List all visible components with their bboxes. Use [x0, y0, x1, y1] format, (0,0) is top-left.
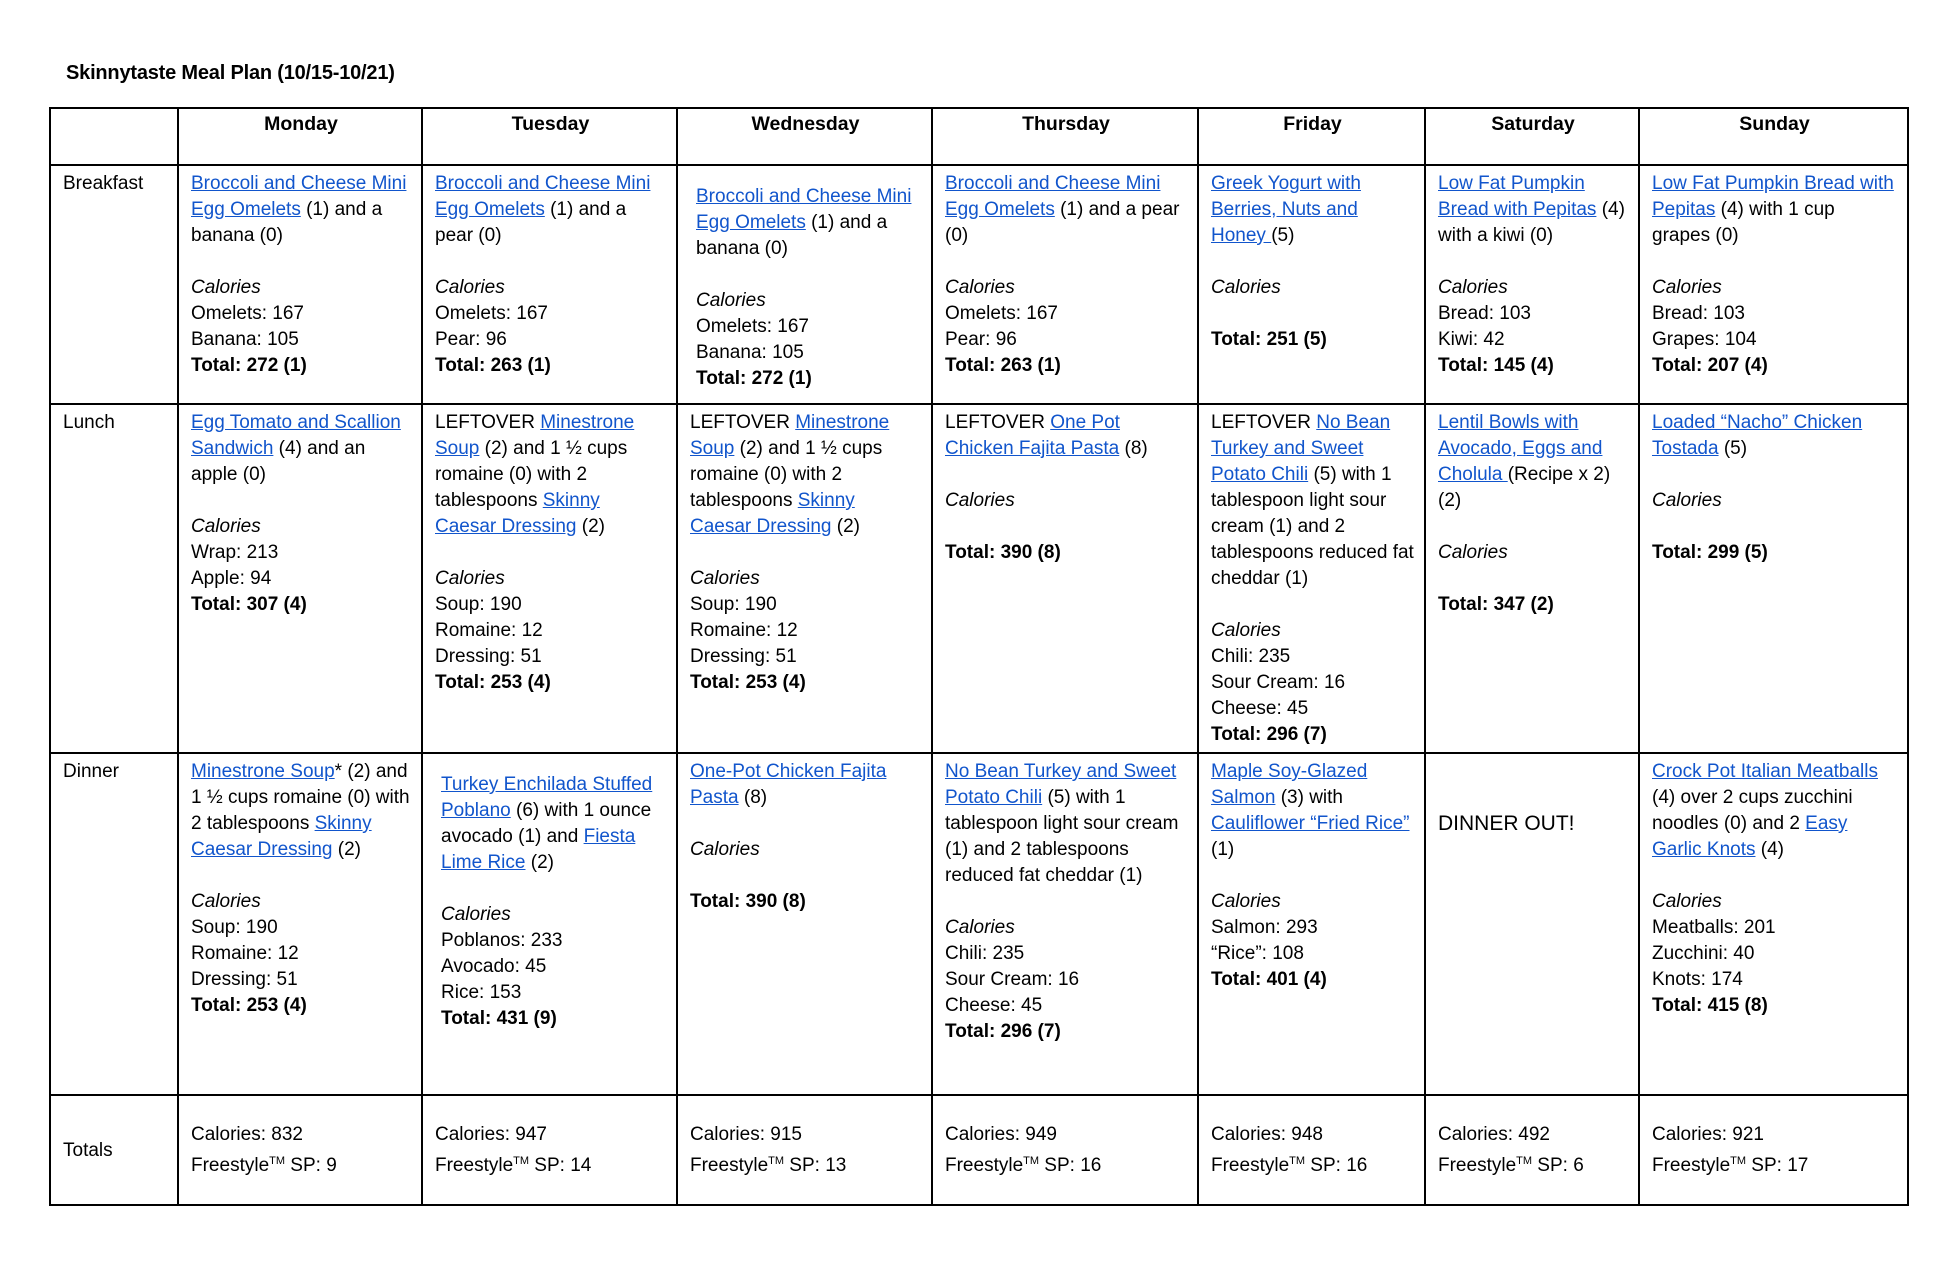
meal-detail-text: (1) and a banana (0) — [191, 199, 383, 246]
meal-cell — [932, 753, 1198, 1095]
meal-cell — [1425, 753, 1639, 1095]
daily-calories: Calories: 832 — [191, 1124, 303, 1145]
freestyle-label: Freestyle — [435, 1155, 514, 1176]
leftover-label: LEFTOVER — [690, 412, 796, 433]
meal-description — [945, 410, 1187, 462]
spacer — [690, 863, 921, 889]
calories-heading: Calories — [945, 917, 1015, 938]
daily-calories: Calories: 492 — [1438, 1124, 1550, 1145]
calories-heading: Calories — [1652, 277, 1722, 298]
calorie-item: Chili: 235 — [945, 943, 1025, 964]
meal-detail-text: (1) — [1211, 839, 1235, 860]
meal-total: Total: 390 (8) — [690, 891, 806, 912]
calories-heading: Calories — [191, 516, 261, 537]
calories-heading: Calories — [1438, 277, 1508, 298]
meal-cell — [677, 165, 932, 404]
meal-detail-text: (4) over 2 cups zucchini noodles (0) and 2 — [1652, 787, 1853, 834]
calorie-item: Soup: 190 — [191, 917, 278, 938]
meal-cell — [932, 404, 1198, 753]
meal-total: Total: 347 (2) — [1438, 594, 1554, 615]
calories-heading: Calories — [945, 490, 1015, 511]
spacer — [1652, 514, 1897, 540]
calories-heading: Calories — [435, 277, 505, 298]
calories-heading: Calories — [441, 904, 511, 925]
calories-heading: Calories — [690, 839, 760, 860]
spacer — [191, 488, 411, 514]
recipe-link[interactable]: Low Fat Pumpkin Bread with Pepitas — [1438, 173, 1597, 220]
calorie-item: Rice: 153 — [441, 982, 522, 1003]
calorie-item: Sour Cream: 16 — [1211, 672, 1346, 693]
calorie-item: Pear: 96 — [945, 329, 1017, 350]
corner-cell — [50, 108, 178, 165]
meal-description — [435, 171, 666, 249]
daily-calories: Calories: 921 — [1652, 1124, 1764, 1145]
meal-cell — [1639, 753, 1908, 1095]
recipe-link[interactable]: Skinny Caesar Dressing — [690, 490, 855, 537]
spacer — [690, 811, 921, 837]
meal-description — [1652, 410, 1897, 462]
meal-description — [1211, 759, 1414, 863]
spacer — [945, 249, 1187, 275]
meal-detail-text: (1) and a pear (0) — [945, 199, 1180, 246]
smartpoints-value: SP: 14 — [529, 1155, 592, 1176]
recipe-link[interactable]: Fiesta Lime Rice — [441, 826, 636, 873]
meal-cell — [932, 165, 1198, 404]
meal-detail-text: (2) — [332, 839, 361, 860]
freestyle-label: Freestyle — [1211, 1155, 1290, 1176]
meal-cell — [677, 753, 932, 1095]
day-header-monday: Monday — [178, 108, 422, 165]
meal-detail-text: (4) and an apple (0) — [191, 438, 366, 485]
meal-description — [945, 171, 1187, 249]
trademark-symbol: TM — [1023, 1155, 1040, 1167]
meal-total: Total: 390 (8) — [945, 542, 1061, 563]
calorie-item: Omelets: 167 — [945, 303, 1058, 324]
smartpoints-value: SP: 9 — [285, 1155, 337, 1176]
freestyle-label: Freestyle — [690, 1155, 769, 1176]
spacer — [1438, 514, 1628, 540]
calorie-item: Poblanos: 233 — [441, 930, 563, 951]
recipe-link[interactable]: Maple Soy-Glazed Salmon — [1211, 761, 1368, 808]
recipe-link[interactable]: Broccoli and Cheese Mini Egg Omelets — [696, 186, 912, 233]
recipe-link[interactable]: Broccoli and Cheese Mini Egg Omelets — [191, 173, 407, 220]
meal-detail-text: (Recipe x 2) (2) — [1438, 464, 1611, 511]
row-label-breakfast: Breakfast — [50, 165, 178, 404]
meal-total: Total: 296 (7) — [1211, 724, 1327, 745]
lunch-row — [50, 404, 1908, 753]
meal-detail-text: (8) — [1119, 438, 1148, 459]
spacer — [1652, 249, 1897, 275]
meal-total: Total: 145 (4) — [1438, 355, 1554, 376]
meal-description — [1438, 171, 1628, 249]
meal-detail-text: (2) — [831, 516, 860, 537]
dinner-out-note: DINNER OUT! — [1438, 812, 1575, 835]
calorie-item: Avocado: 45 — [441, 956, 547, 977]
recipe-link[interactable]: Broccoli and Cheese Mini Egg Omelets — [435, 173, 651, 220]
recipe-link[interactable]: Egg Tomato and Scallion Sandwich — [191, 412, 401, 459]
spacer — [1438, 249, 1628, 275]
page-title: Skinnytaste Meal Plan (10/15-10/21) — [66, 62, 395, 84]
calorie-item: Wrap: 213 — [191, 542, 279, 563]
meal-detail-text: (2) — [576, 516, 605, 537]
calorie-item: Omelets: 167 — [696, 316, 809, 337]
meal-detail-text: (2) and 1 ½ cups romaine (0) with 2 tablespoons — [690, 438, 883, 511]
breakfast-row — [50, 165, 1908, 404]
meal-total: Total: 431 (9) — [441, 1008, 557, 1029]
meal-description — [696, 184, 921, 262]
spacer — [435, 249, 666, 275]
meal-description — [690, 759, 921, 811]
daily-smartpoints — [945, 1148, 1187, 1179]
day-header-thursday: Thursday — [932, 108, 1198, 165]
totals-cell — [422, 1095, 677, 1205]
calories-heading: Calories — [1652, 490, 1722, 511]
meal-cell — [422, 753, 677, 1095]
meal-description — [191, 410, 411, 488]
meal-description — [690, 410, 921, 540]
freestyle-label: Freestyle — [191, 1155, 270, 1176]
recipe-link[interactable]: Skinny Caesar Dressing — [191, 813, 372, 860]
daily-smartpoints — [191, 1148, 411, 1179]
calorie-item: Knots: 174 — [1652, 969, 1743, 990]
calorie-item: Dressing: 51 — [191, 969, 298, 990]
calorie-item: Soup: 190 — [435, 594, 522, 615]
meal-total: Total: 263 (1) — [945, 355, 1061, 376]
spacer — [191, 863, 411, 889]
meal-plan-table — [49, 107, 1909, 1206]
daily-smartpoints — [1652, 1148, 1897, 1179]
meal-detail-text: (1) and a banana (0) — [696, 212, 888, 259]
trademark-symbol: TM — [768, 1155, 785, 1167]
daily-smartpoints — [690, 1148, 921, 1179]
meal-cell — [1198, 404, 1425, 753]
recipe-link[interactable]: No Bean Turkey and Sweet Potato Chili — [1211, 412, 1391, 485]
recipe-link[interactable]: Easy Garlic Knots — [1652, 813, 1848, 860]
calories-heading: Calories — [690, 568, 760, 589]
totals-cell — [1198, 1095, 1425, 1205]
recipe-link[interactable]: Turkey Enchilada Stuffed Poblano — [441, 774, 653, 821]
calories-heading: Calories — [435, 568, 505, 589]
leftover-label: LEFTOVER — [435, 412, 541, 433]
calorie-item: Banana: 105 — [191, 329, 299, 350]
daily-calories: Calories: 915 — [690, 1124, 802, 1145]
meal-total: Total: 272 (1) — [191, 355, 307, 376]
meal-detail-text: (6) with 1 ounce avocado (1) and — [441, 800, 652, 847]
trademark-symbol: TM — [1516, 1155, 1533, 1167]
recipe-link[interactable]: Low Fat Pumpkin Bread with Pepitas — [1652, 173, 1894, 220]
meal-total: Total: 296 (7) — [945, 1021, 1061, 1042]
calories-heading: Calories — [696, 290, 766, 311]
spacer — [945, 462, 1187, 488]
recipe-link[interactable]: Loaded “Nacho” Chicken Tostada — [1652, 412, 1863, 459]
smartpoints-value: SP: 16 — [1305, 1155, 1368, 1176]
meal-description — [191, 171, 411, 249]
meal-description — [945, 759, 1187, 889]
spacer — [1438, 566, 1628, 592]
trademark-symbol: TM — [513, 1155, 530, 1167]
freestyle-label: Freestyle — [1652, 1155, 1731, 1176]
totals-cell — [932, 1095, 1198, 1205]
recipe-link[interactable]: One Pot Chicken Fajita Pasta — [945, 412, 1120, 459]
meal-detail-text: (4) with a kiwi (0) — [1438, 199, 1625, 246]
header-row — [50, 108, 1908, 165]
day-header-saturday: Saturday — [1425, 108, 1639, 165]
meal-total: Total: 253 (4) — [191, 995, 307, 1016]
daily-smartpoints — [1438, 1148, 1628, 1179]
recipe-link[interactable]: One-Pot Chicken Fajita Pasta — [690, 761, 887, 808]
meal-total: Total: 401 (4) — [1211, 969, 1327, 990]
calorie-item: Romaine: 12 — [690, 620, 798, 641]
spacer — [191, 249, 411, 275]
recipe-link[interactable]: Broccoli and Cheese Mini Egg Omelets — [945, 173, 1161, 220]
calorie-item: Omelets: 167 — [191, 303, 304, 324]
meal-detail-text: (3) with — [1275, 787, 1343, 808]
meal-cell — [1198, 753, 1425, 1095]
totals-row — [50, 1095, 1908, 1205]
meal-description — [191, 759, 411, 863]
calorie-item: Omelets: 167 — [435, 303, 548, 324]
row-label-lunch: Lunch — [50, 404, 178, 753]
meal-description — [1211, 410, 1414, 592]
spacer — [1211, 592, 1414, 618]
meal-cell — [422, 165, 677, 404]
calorie-item: Zucchini: 40 — [1652, 943, 1755, 964]
spacer — [696, 262, 921, 288]
totals-cell — [178, 1095, 422, 1205]
meal-description — [435, 410, 666, 540]
meal-cell — [1425, 165, 1639, 404]
calories-heading: Calories — [1211, 277, 1281, 298]
meal-total: Total: 263 (1) — [435, 355, 551, 376]
meal-cell — [1639, 165, 1908, 404]
calorie-item: Cheese: 45 — [1211, 698, 1309, 719]
spacer — [1652, 863, 1897, 889]
calorie-item: Pear: 96 — [435, 329, 507, 350]
day-header-tuesday: Tuesday — [422, 108, 677, 165]
recipe-link[interactable]: Cauliflower “Fried Rice” — [1211, 813, 1410, 834]
spacer — [690, 540, 921, 566]
calorie-item: Apple: 94 — [191, 568, 272, 589]
calories-heading: Calories — [1652, 891, 1722, 912]
calorie-item: “Rice”: 108 — [1211, 943, 1304, 964]
meal-cell — [178, 404, 422, 753]
calories-heading: Calories — [191, 277, 261, 298]
calorie-item: Romaine: 12 — [435, 620, 543, 641]
meal-description — [1211, 171, 1414, 249]
meal-total: Total: 272 (1) — [696, 368, 812, 389]
meal-detail-text: (5) with 1 tablespoon light sour cream (1) and 2 tablespoons reduced fat cheddar (1) — [1211, 464, 1414, 589]
meal-total: Total: 253 (4) — [690, 672, 806, 693]
meal-total: Total: 415 (8) — [1652, 995, 1768, 1016]
daily-calories: Calories: 949 — [945, 1124, 1057, 1145]
trademark-symbol: TM — [269, 1155, 286, 1167]
meal-cell — [1425, 404, 1639, 753]
meal-description — [1652, 171, 1897, 249]
meal-cell — [1198, 165, 1425, 404]
meal-detail-text: (2) and 1 ½ cups romaine (0) with 2 tablespoons — [435, 438, 628, 511]
daily-smartpoints — [1211, 1148, 1414, 1179]
meal-detail-text: (5) — [1271, 225, 1295, 246]
calorie-item: Grapes: 104 — [1652, 329, 1757, 350]
meal-cell — [677, 404, 932, 753]
meal-total: Total: 299 (5) — [1652, 542, 1768, 563]
calorie-item: Dressing: 51 — [435, 646, 542, 667]
spacer — [1211, 249, 1414, 275]
spacer — [945, 889, 1187, 915]
meal-detail-text: * (2) and 1 ½ cups romaine (0) with 2 tablespoons — [191, 761, 410, 834]
freestyle-label: Freestyle — [1438, 1155, 1517, 1176]
calorie-item: Sour Cream: 16 — [945, 969, 1080, 990]
meal-detail-text: (5) with 1 tablespoon light sour cream (1) and 2 tablespoons reduced fat cheddar (1) — [945, 787, 1179, 886]
daily-calories: Calories: 947 — [435, 1124, 547, 1145]
totals-cell — [677, 1095, 932, 1205]
meal-cell — [178, 165, 422, 404]
calorie-item: Salmon: 293 — [1211, 917, 1318, 938]
calorie-item: Bread: 103 — [1652, 303, 1745, 324]
calories-heading: Calories — [191, 891, 261, 912]
calorie-item: Meatballs: 201 — [1652, 917, 1776, 938]
totals-cell — [1639, 1095, 1908, 1205]
spacer — [1211, 863, 1414, 889]
spacer — [435, 540, 666, 566]
meal-total: Total: 207 (4) — [1652, 355, 1768, 376]
day-header-sunday: Sunday — [1639, 108, 1908, 165]
calorie-item: Dressing: 51 — [690, 646, 797, 667]
spacer — [1211, 301, 1414, 327]
meal-detail-text: (8) — [738, 787, 768, 808]
smartpoints-value: SP: 13 — [784, 1155, 847, 1176]
trademark-symbol: TM — [1289, 1155, 1306, 1167]
recipe-link[interactable]: Minestrone Soup — [191, 761, 335, 782]
spacer — [945, 514, 1187, 540]
daily-calories: Calories: 948 — [1211, 1124, 1323, 1145]
calorie-item: Romaine: 12 — [191, 943, 299, 964]
day-header-wednesday: Wednesday — [677, 108, 932, 165]
calorie-item: Banana: 105 — [696, 342, 804, 363]
recipe-link[interactable]: Greek Yogurt with Berries, Nuts and Honey — [1211, 173, 1361, 246]
calories-heading: Calories — [945, 277, 1015, 298]
smartpoints-value: SP: 6 — [1532, 1155, 1584, 1176]
calorie-item: Soup: 190 — [690, 594, 777, 615]
meal-description — [1438, 410, 1628, 514]
recipe-link[interactable]: Minestrone Soup — [435, 412, 635, 459]
meal-cell — [1639, 404, 1908, 753]
calories-heading: Calories — [1438, 542, 1508, 563]
dinner-row — [50, 753, 1908, 1095]
meal-total: Total: 253 (4) — [435, 672, 551, 693]
calories-heading: Calories — [1211, 891, 1281, 912]
meal-total: Total: 251 (5) — [1211, 329, 1327, 350]
daily-smartpoints — [435, 1148, 666, 1179]
meal-description — [1652, 759, 1897, 863]
row-label-dinner: Dinner — [50, 753, 178, 1095]
meal-description — [441, 772, 666, 876]
spacer — [441, 876, 666, 902]
meal-total: Total: 307 (4) — [191, 594, 307, 615]
smartpoints-value: SP: 16 — [1039, 1155, 1102, 1176]
freestyle-label: Freestyle — [945, 1155, 1024, 1176]
row-label-totals: Totals — [50, 1095, 178, 1205]
calorie-item: Kiwi: 42 — [1438, 329, 1505, 350]
leftover-label: LEFTOVER — [945, 412, 1051, 433]
recipe-link[interactable]: Minestrone Soup — [690, 412, 890, 459]
meal-detail-text: (1) and a pear (0) — [435, 199, 627, 246]
meal-cell — [422, 404, 677, 753]
spacer — [1652, 462, 1897, 488]
calorie-item: Chili: 235 — [1211, 646, 1291, 667]
meal-detail-text: (4) — [1755, 839, 1784, 860]
recipe-link[interactable]: Lentil Bowls with Avocado, Eggs and Cholula — [1438, 412, 1603, 485]
day-header-friday: Friday — [1198, 108, 1425, 165]
smartpoints-value: SP: 17 — [1746, 1155, 1809, 1176]
recipe-link[interactable]: Skinny Caesar Dressing — [435, 490, 600, 537]
calorie-item: Cheese: 45 — [945, 995, 1043, 1016]
totals-cell — [1425, 1095, 1639, 1205]
calories-heading: Calories — [1211, 620, 1281, 641]
recipe-link[interactable]: Crock Pot Italian Meatballs — [1652, 761, 1878, 782]
meal-detail-text: (2) — [525, 852, 554, 873]
recipe-link[interactable]: No Bean Turkey and Sweet Potato Chili — [945, 761, 1177, 808]
calorie-item: Bread: 103 — [1438, 303, 1531, 324]
leftover-label: LEFTOVER — [1211, 412, 1317, 433]
trademark-symbol: TM — [1730, 1155, 1747, 1167]
meal-detail-text: (4) with 1 cup grapes (0) — [1652, 199, 1835, 246]
meal-detail-text: (5) — [1718, 438, 1748, 459]
meal-cell — [178, 753, 422, 1095]
